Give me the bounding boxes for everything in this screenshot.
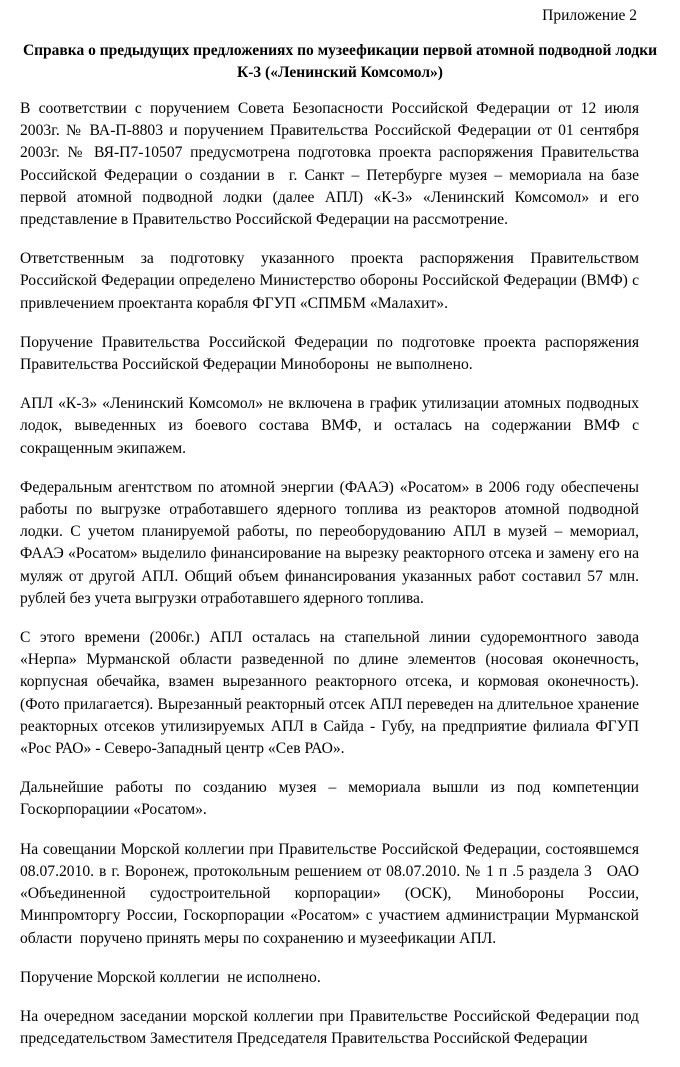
paragraph-10: На очередном заседании морской коллегии при Правительстве Российской Федерации под председательством Заместителя Председателя Правительства Российской Федерации <box>20 1007 643 1048</box>
appendix-label: Приложение 2 <box>542 7 637 24</box>
paragraph-3: Поручение Правительства Российской Федерации по подготовке проекта распоряжения Правительства Российской Федерации Минобороны не выполнено. <box>20 333 643 374</box>
paragraph-9: Поручение Морской коллегии не исполнено. <box>20 968 321 986</box>
paragraph-4: АПЛ «К-3» «Ленинский Комсомол» не включена в график утилизации атомных подводных лодок, выведенных из боевого состава ВМФ, и осталась на содержании ВМФ с сокращенным экипажем. <box>20 395 643 457</box>
paragraph-7: Дальнейшие работы по созданию музея – мемориала вышли из под компетенции Госкорпорациии «Росатом». <box>20 779 643 819</box>
paragraph-2: Ответственным за подготовку указанного проекта распоряжения Правительством Российской Федерации определено Министерство обороны Российской Федерации (ВМФ) с привлечением проектанта корабля ФГУП «СПМБМ «Малахит». <box>20 250 643 312</box>
paragraph-5: Федеральным агентством по атомной энергии (ФААЭ) «Росатом» в 2006 году обеспечены работы по выгрузке отработавшего ядерного топлива из реакторов атомной подводной лодки. С учетом планируемой работы, по переоборудованию АПЛ в музей – мемориал, ФААЭ «Росатом» выделило финансирование на вырезку реакторного отсека и замену его на муляж от другой АПЛ. Общий объем финансирования указанных работ составил 57 млн. рублей без учета выгрузки отработавшего ядерного топлива. <box>20 478 643 607</box>
paragraph-8: На совещании Морской коллегии при Правительстве Российской Федерации, состоявшемся 08.07.2010. в г. Воронеж, протокольным решением от 08.07.2010. № 1 п .5 раздела 3 ОАО «Объединенной судостроительной корпорации» (ОСК), Минобороны России, Минпромторгу России, Госкорпорации «Росатом» с участием администрации Мурманской области поручено принять меры по сохранению и музеефикации АПЛ. <box>20 840 643 947</box>
document-title: Справка о предыдущих предложениях по музеефикации первой атомной подводной лодки К-3 («Ленинский Комсомол») <box>22 42 658 81</box>
paragraph-1: В соответствии с поручением Совета Безопасности Российской Федерации от 12 июля 2003г. № ВА-П-8803 и поручением Правительства Российской Федерации от 01 сентября 2003г. № ВЯ-П7-10507 предусмотрена подготовка проекта распоряжения Правительства Российской Федерации о создании в г. Санкт – Петербурге музея – мемориала на базе первой атомной подводной лодки (далее АПЛ) «К-3» «Ленинский Комсомол» и его представление в Правительство Российской Федерации на рассмотрение. <box>20 100 643 229</box>
paragraph-6: С этого времени (2006г.) АПЛ осталась на стапельной линии судоремонтного завода «Нерпа» Мурманской области разведенной по длине элементов (носовая оконечность, корпусная обечайка, взамен вырезанного реакторного отсека, и кормовая оконечность). (Фото прилагается). Вырезанный реакторный отсек АПЛ переведен на длительное хранение реакторных отсеков утилизируемых АПЛ в Сайда - Губу, на предприятие филиала ФГУП «Рос РАО» - Северо-Западный центр «Сев РАО». <box>20 629 643 758</box>
document-body <box>20 98 643 1067</box>
